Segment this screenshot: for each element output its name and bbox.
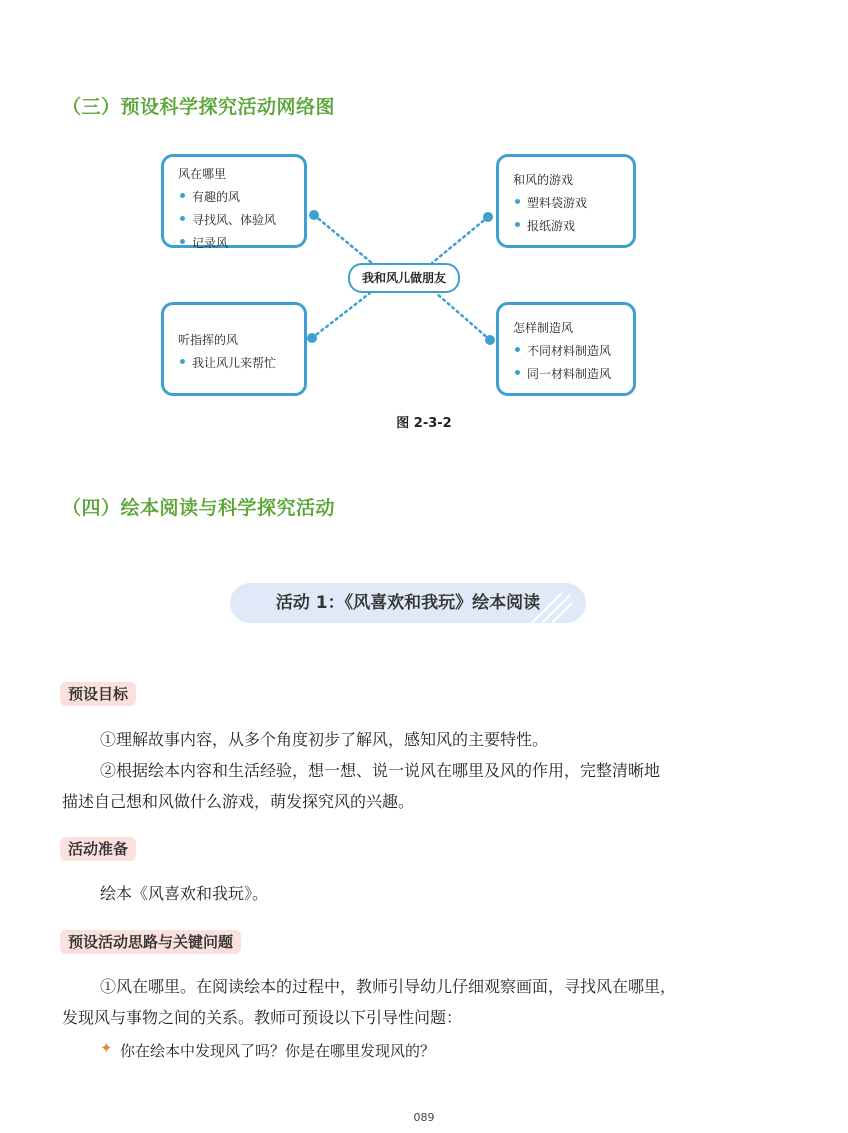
section-4-title: （四）绘本阅读与科学探究活动 (62, 497, 336, 519)
page-number: 089 (413, 1111, 435, 1124)
node-item: 寻找风、体验风 (178, 211, 290, 228)
connector-top-left (314, 215, 372, 263)
goal-2-line-1: ②根据绘本内容和生活经验，想一想、说一说风在哪里及风的作用，完整清晰地 (100, 761, 661, 780)
node-item: 同一材料制造风 (513, 365, 619, 382)
mindmap-center: 我和风儿做朋友 (348, 263, 460, 293)
node-title: 风在哪里 (178, 167, 227, 181)
node-title: 和风的游戏 (513, 173, 574, 187)
node-where-is-wind (161, 154, 307, 248)
prep-label: 活动准备 (60, 837, 136, 861)
node-make-wind (496, 302, 636, 396)
ideas-label: 预设活动思路与关键问题 (60, 930, 241, 954)
node-item: 有趣的风 (178, 188, 290, 205)
node-item: 不同材料制造风 (513, 342, 619, 359)
section-3-title: （三）预设科学探究活动网络图 (62, 96, 336, 118)
node-item: 报纸游戏 (513, 217, 619, 234)
connector-bottom-left (312, 293, 370, 338)
mindmap-connectors (0, 0, 848, 440)
connector-dot-top-right (483, 212, 493, 222)
node-title: 怎样制造风 (513, 321, 574, 335)
node-item: 我让风儿来帮忙 (178, 354, 290, 371)
figure-caption: 图 2-3-2 (396, 416, 452, 431)
star-bullet-icon: ✦ (100, 1039, 113, 1057)
goal-2-line-2: 描述自己想和风做什么游戏，萌发探究风的兴趣。 (62, 792, 415, 811)
prep-text: 绘本《风喜欢和我玩》。 (100, 884, 269, 903)
node-item: 塑料袋游戏 (513, 194, 619, 211)
node-title: 听指挥的风 (178, 333, 239, 347)
goal-1: ①理解故事内容，从多个角度初步了解风，感知风的主要特性。 (100, 730, 549, 749)
connector-bottom-right (436, 293, 490, 340)
connector-dot-bottom-right (485, 335, 495, 345)
activity-title: 活动 1：《风喜欢和我玩》绘本阅读 (275, 593, 541, 613)
connector-dot-top-left (309, 210, 319, 220)
idea-1-line-1: ①风在哪里。在阅读绘本的过程中，教师引导幼儿仔细观察画面，寻找风在哪里， (100, 977, 677, 996)
node-item: 记录风 (178, 234, 290, 251)
node-wind-games (496, 154, 636, 248)
activity-banner (230, 583, 586, 623)
connector-dot-bottom-left (307, 333, 317, 343)
idea-1-line-2: 发现风与事物之间的关系。教师可预设以下引导性问题： (62, 1008, 463, 1027)
question-1: 你在绘本中发现风了吗？你是在哪里发现风的？ (120, 1042, 436, 1060)
node-obedient-wind (161, 302, 307, 396)
connector-top-right (432, 217, 488, 263)
goals-label: 预设目标 (60, 682, 136, 706)
